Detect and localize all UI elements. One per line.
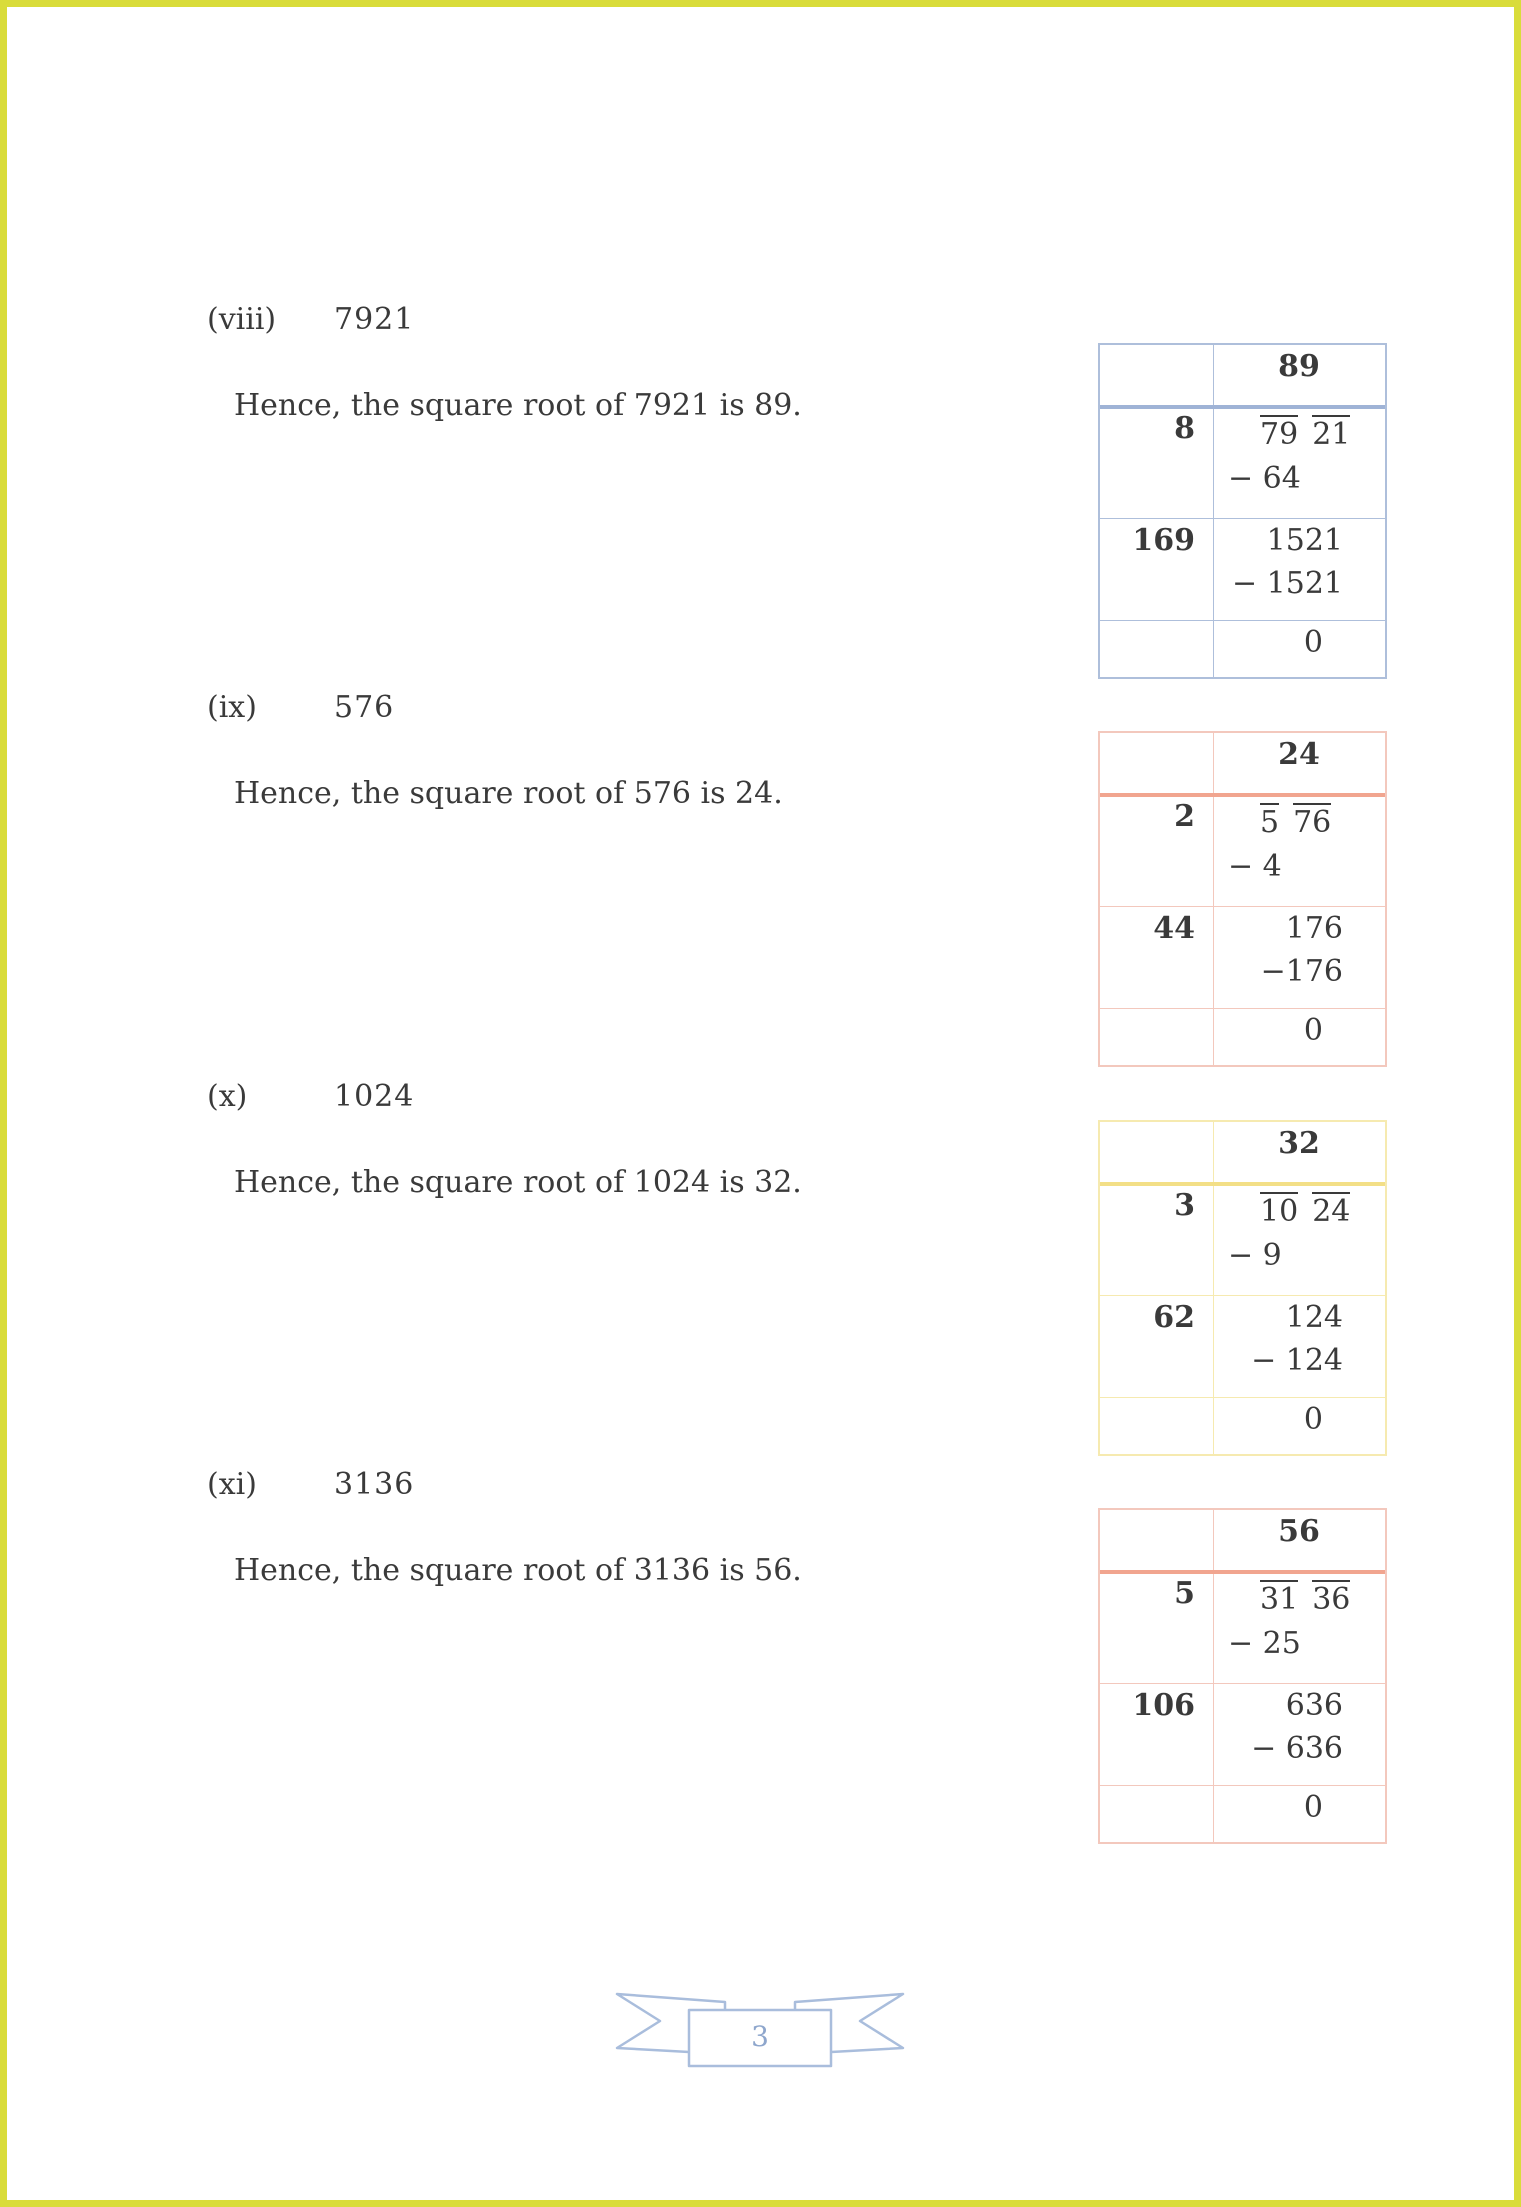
- quotient: 56: [1278, 1514, 1320, 1549]
- digit-pair: 21: [1312, 417, 1351, 452]
- final-remainder: 0: [1303, 625, 1323, 660]
- final-remainder: 0: [1303, 1013, 1323, 1048]
- divider-header: [1100, 1182, 1385, 1186]
- answer-text: Hence, the square root of 3136 is 56.: [234, 1553, 802, 1588]
- digit-pair: 31: [1260, 1582, 1299, 1617]
- divider-row: [1100, 518, 1385, 519]
- divider-row: [1100, 1785, 1385, 1786]
- problem-number: 7921: [334, 302, 415, 337]
- divider-vertical: [1213, 345, 1214, 677]
- remainder-1: 1521: [1266, 523, 1343, 558]
- problem-label: (xi): [207, 1467, 257, 1502]
- divider-header: [1100, 405, 1385, 409]
- digit-pairs: [1260, 415, 1364, 453]
- problem-label: (ix): [207, 690, 257, 725]
- digit-pairs: [1260, 803, 1345, 841]
- divider-vertical: [1213, 1122, 1214, 1454]
- divider-row: [1100, 1683, 1385, 1684]
- long-division-table-xi: [1098, 1508, 1387, 1844]
- quotient: 32: [1278, 1126, 1320, 1161]
- answer-text: Hence, the square root of 576 is 24.: [234, 776, 783, 811]
- answer-text: Hence, the square root of 7921 is 89.: [234, 388, 802, 423]
- divider-row: [1100, 620, 1385, 621]
- remainder-1: 124: [1285, 1300, 1343, 1335]
- subtraction-1: − 9: [1228, 1238, 1282, 1273]
- page-number: 3: [751, 2020, 769, 2053]
- long-division-table-x: [1098, 1120, 1387, 1456]
- digit-pairs: [1260, 1580, 1364, 1618]
- subtraction-2: − 1521: [1231, 566, 1343, 601]
- subtraction-2: − 636: [1251, 1731, 1343, 1766]
- remainder-1: 176: [1285, 911, 1343, 946]
- problem-number: 1024: [334, 1079, 415, 1114]
- divisor-2: 62: [1153, 1300, 1195, 1335]
- digit-pair: 76: [1293, 805, 1332, 840]
- final-remainder: 0: [1303, 1790, 1323, 1825]
- digit-pair: 24: [1312, 1194, 1351, 1229]
- divisor-1: 2: [1174, 799, 1195, 834]
- divider-row: [1100, 906, 1385, 907]
- digit-pair: 10: [1260, 1194, 1299, 1229]
- divider-header: [1100, 1570, 1385, 1574]
- subtraction-1: − 25: [1228, 1626, 1301, 1661]
- digit-pair: 36: [1312, 1582, 1351, 1617]
- divider-row: [1100, 1008, 1385, 1009]
- divider-header: [1100, 793, 1385, 797]
- quotient: 89: [1278, 349, 1320, 384]
- problem-label: (viii): [207, 302, 277, 337]
- divisor-2: 44: [1153, 911, 1195, 946]
- divisor-1: 3: [1174, 1188, 1195, 1223]
- subtraction-1: − 4: [1228, 849, 1282, 884]
- subtraction-2: − 124: [1251, 1343, 1343, 1378]
- digit-pair: 79: [1260, 417, 1299, 452]
- digit-pairs: [1260, 1192, 1364, 1230]
- divider-vertical: [1213, 733, 1214, 1065]
- divisor-1: 5: [1174, 1576, 1195, 1611]
- digit-pair: 5: [1260, 805, 1280, 840]
- divider-row: [1100, 1295, 1385, 1296]
- long-division-table-viii: [1098, 343, 1387, 679]
- long-division-table-ix: [1098, 731, 1387, 1067]
- divider-row: [1100, 1397, 1385, 1398]
- quotient: 24: [1278, 737, 1320, 772]
- remainder-1: 636: [1285, 1688, 1343, 1723]
- divisor-2: 169: [1132, 523, 1195, 558]
- problem-number: 576: [334, 690, 395, 725]
- divisor-1: 8: [1174, 411, 1195, 446]
- subtraction-2: −176: [1260, 954, 1343, 989]
- problem-label: (x): [207, 1079, 248, 1114]
- answer-text: Hence, the square root of 1024 is 32.: [234, 1165, 802, 1200]
- divisor-2: 106: [1132, 1688, 1195, 1723]
- problem-number: 3136: [334, 1467, 415, 1502]
- divider-vertical: [1213, 1510, 1214, 1842]
- final-remainder: 0: [1303, 1402, 1323, 1437]
- subtraction-1: − 64: [1228, 461, 1301, 496]
